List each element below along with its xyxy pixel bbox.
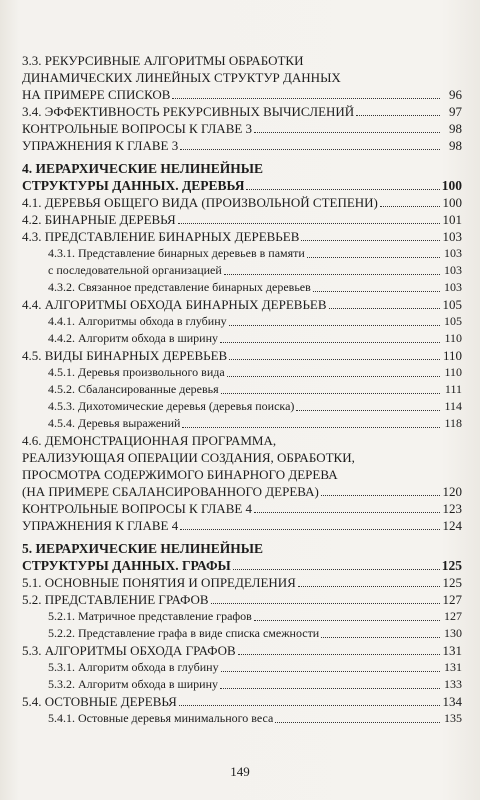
- toc-page-number: 127: [444, 609, 462, 623]
- toc-entry-title: 4.5.2. Сбалансированные деревья: [48, 382, 219, 396]
- toc-page-number: 103: [444, 263, 462, 277]
- toc-entry-title: 4.2. БИНАРНЫЕ ДЕРЕВЬЯ: [22, 212, 176, 227]
- dot-leader: [307, 257, 440, 258]
- toc-entry-title: 5.2. ПРЕДСТАВЛЕНИЕ ГРАФОВ: [22, 592, 209, 607]
- toc-entry: [22, 574, 462, 591]
- dot-leader: [229, 325, 440, 326]
- dot-leader: [227, 376, 440, 377]
- dot-leader: [220, 342, 440, 343]
- chapter-5-heading-last: [22, 557, 462, 574]
- toc-entry-title: КОНТРОЛЬНЫЕ ВОПРОСЫ К ГЛАВЕ 4: [22, 501, 253, 516]
- toc-entry: [22, 330, 462, 347]
- toc-page-number: 135: [444, 711, 462, 725]
- toc-entry-title: 4.4.2. Алгоритм обхода в ширину: [48, 331, 218, 345]
- toc-page-number: 125: [442, 575, 462, 590]
- dot-leader: [211, 603, 440, 604]
- toc-entry-title: 4.3. ПРЕДСТАВЛЕНИЕ БИНАРНЫХ ДЕРЕВЬЕВ: [22, 229, 300, 244]
- dot-leader: [224, 274, 440, 275]
- dot-leader: [182, 427, 440, 428]
- chapter-heading-line: СТРУКТУРЫ ДАННЫХ. ГРАФЫ: [22, 558, 231, 573]
- toc-entry-4-6-last: [22, 483, 462, 500]
- chapter-5-entries: [22, 574, 462, 727]
- toc-page-number: 131: [442, 643, 462, 658]
- toc-entry: [22, 296, 462, 313]
- dot-leader: [229, 359, 440, 360]
- dot-leader: [220, 688, 440, 689]
- toc-page-number: 110: [444, 331, 462, 345]
- toc-page-number: 110: [442, 348, 462, 363]
- toc-entry: [22, 347, 462, 364]
- toc-page-number: 101: [442, 212, 462, 227]
- toc-entry: [22, 381, 462, 398]
- toc-entry-title: 4.5. ВИДЫ БИНАРНЫХ ДЕРЕВЬЕВ: [22, 348, 228, 363]
- chapter-heading-line: 4. ИЕРАРХИЧЕСКИЕ НЕЛИНЕЙНЫЕ: [22, 161, 264, 176]
- toc-page-number: 123: [442, 501, 462, 516]
- toc-page-number: 103: [444, 246, 462, 260]
- table-of-contents: [22, 52, 462, 727]
- dot-leader: [172, 98, 440, 99]
- dot-leader: [356, 115, 440, 116]
- chapter-4-heading: [22, 160, 462, 177]
- toc-page-number: 114: [444, 399, 462, 413]
- chapter-heading-line: 5. ИЕРАРХИЧЕСКИЕ НЕЛИНЕЙНЫЕ: [22, 541, 264, 556]
- toc-entry-title: 5.4.1. Остовные деревья минимального веса: [48, 711, 274, 725]
- toc-entry-title: 4.5.1. Деревья произвольного вида: [48, 365, 225, 379]
- toc-page-number: 96: [449, 87, 462, 102]
- toc-page-number: 100: [442, 195, 462, 210]
- toc-page-number: 125: [441, 558, 462, 573]
- toc-page-number: 131: [444, 660, 462, 674]
- toc-entry-title: 5.3.1. Алгоритм обхода в глубину: [48, 660, 219, 674]
- dot-leader: [321, 495, 440, 496]
- dot-leader: [254, 132, 440, 133]
- toc-entry: [22, 245, 462, 262]
- toc-entry: [22, 710, 462, 727]
- toc-entry-exercises-3: [22, 137, 462, 154]
- dot-leader: [221, 671, 440, 672]
- dot-leader: [254, 512, 440, 513]
- toc-page-number: 103: [442, 229, 462, 244]
- toc-page-number: 97: [449, 104, 462, 119]
- toc-entry-title: 4.5.3. Дихотомические деревья (деревья поиска): [48, 399, 295, 413]
- toc-entry-questions-3: [22, 120, 462, 137]
- toc-entry-title: с последовательной организацией: [48, 263, 222, 277]
- dot-leader: [275, 722, 440, 723]
- toc-entry-3-4: [22, 103, 462, 120]
- toc-entry: [22, 676, 462, 693]
- toc-entry-title: УПРАЖНЕНИЯ К ГЛАВЕ 4: [22, 518, 179, 533]
- toc-page-number: 105: [442, 297, 462, 312]
- toc-entry-title: 5.3.2. Алгоритм обхода в ширину: [48, 677, 218, 691]
- dot-leader: [178, 223, 440, 224]
- dot-leader: [380, 206, 440, 207]
- toc-entry-title: 4.5.4. Деревья выражений: [48, 416, 181, 430]
- dot-leader: [321, 637, 440, 638]
- toc-entry-title: НА ПРИМЕРЕ СПИСКОВ: [22, 87, 171, 102]
- toc-entry-line: ДИНАМИЧЕСКИХ ЛИНЕЙНЫХ СТРУКТУР ДАННЫХ: [22, 70, 341, 85]
- dot-leader: [238, 654, 440, 655]
- toc-entry: [22, 228, 462, 245]
- toc-entry-title: 4.3.1. Представление бинарных деревьев в памяти: [48, 246, 305, 260]
- toc-entry-title: 4.4. АЛГОРИТМЫ ОБХОДА БИНАРНЫХ ДЕРЕВЬЕВ: [22, 297, 327, 312]
- toc-entry-title: 5.2.2. Представление графа в виде списка смежности: [48, 626, 320, 640]
- toc-entry-exercises-4: [22, 517, 462, 534]
- toc-entry: [22, 279, 462, 296]
- toc-entry-title: 4.3.2. Связанное представление бинарных деревьев: [48, 280, 311, 294]
- dot-leader: [246, 189, 439, 190]
- toc-entry: [22, 262, 462, 279]
- toc-page-number: 111: [444, 382, 462, 396]
- toc-page-number: 120: [442, 484, 462, 499]
- toc-entry: [22, 415, 462, 432]
- toc-entry: [22, 608, 462, 625]
- toc-entry-title: 4.4.1. Алгоритмы обхода в глубину: [48, 314, 227, 328]
- toc-page-number: 110: [444, 365, 462, 379]
- chapter-5-heading: [22, 540, 462, 557]
- dot-leader: [313, 291, 440, 292]
- toc-entry-3-3: [22, 52, 462, 86]
- toc-page-number: 105: [444, 314, 462, 328]
- toc-page-number: 100: [441, 178, 462, 193]
- toc-entry: [22, 313, 462, 330]
- toc-entry: [22, 211, 462, 228]
- toc-entry: [22, 659, 462, 676]
- dot-leader: [298, 586, 440, 587]
- dot-leader: [180, 149, 440, 150]
- dot-leader: [233, 569, 440, 570]
- toc-entry: [22, 398, 462, 415]
- toc-page-number: 103: [444, 280, 462, 294]
- toc-page-number: 134: [442, 694, 462, 709]
- toc-entry-title: КОНТРОЛЬНЫЕ ВОПРОСЫ К ГЛАВЕ 3: [22, 121, 253, 136]
- toc-entry-4-6: [22, 432, 462, 483]
- toc-entry-title: (НА ПРИМЕРЕ СБАЛАНСИРОВАННОГО ДЕРЕВА): [22, 484, 319, 499]
- toc-entry-title: 5.2.1. Матричное представление графов: [48, 609, 252, 623]
- chapter-4-entries: [22, 194, 462, 432]
- toc-page-number: 124: [442, 518, 462, 533]
- dot-leader: [329, 308, 440, 309]
- dot-leader: [301, 240, 440, 241]
- toc-page-number: 118: [444, 416, 462, 430]
- toc-entry: [22, 591, 462, 608]
- toc-entry: [22, 693, 462, 710]
- dot-leader: [180, 529, 440, 530]
- toc-entry: [22, 194, 462, 211]
- toc-entry-line: 4.6. ДЕМОНСТРАЦИОННАЯ ПРОГРАММА,: [22, 433, 277, 448]
- toc-page-number: 98: [449, 121, 462, 136]
- toc-entry: [22, 625, 462, 642]
- toc-page-number: 98: [449, 138, 462, 153]
- chapter-heading-line: СТРУКТУРЫ ДАННЫХ. ДЕРЕВЬЯ: [22, 178, 245, 193]
- toc-entry-3-3-last: [22, 86, 462, 103]
- toc-page-number: 130: [444, 626, 462, 640]
- toc-page-number: 127: [442, 592, 462, 607]
- toc-entry: [22, 364, 462, 381]
- toc-entry-title: УПРАЖНЕНИЯ К ГЛАВЕ 3: [22, 138, 179, 153]
- chapter-4-heading-last: [22, 177, 462, 194]
- toc-entry-title: 5.3. АЛГОРИТМЫ ОБХОДА ГРАФОВ: [22, 643, 236, 658]
- toc-entry: [22, 642, 462, 659]
- toc-entry-title: 5.1. ОСНОВНЫЕ ПОНЯТИЯ И ОПРЕДЕЛЕНИЯ: [22, 575, 296, 590]
- toc-entry-title: 4.1. ДЕРЕВЬЯ ОБЩЕГО ВИДА (ПРОИЗВОЛЬНОЙ СТЕПЕНИ): [22, 195, 378, 210]
- toc-entry-line: 3.3. РЕКУРСИВНЫЕ АЛГОРИТМЫ ОБРАБОТКИ: [22, 53, 304, 68]
- toc-entry-questions-4: [22, 500, 462, 517]
- dot-leader: [296, 410, 440, 411]
- toc-entry-line: ПРОСМОТРА СОДЕРЖИМОГО БИНАРНОГО ДЕРЕВА: [22, 467, 338, 482]
- dot-leader: [179, 705, 440, 706]
- dot-leader: [221, 393, 440, 394]
- toc-entry-title: 5.4. ОСТОВНЫЕ ДЕРЕВЬЯ: [22, 694, 177, 709]
- toc-page-number: 133: [444, 677, 462, 691]
- toc-entry-line: РЕАЛИЗУЮЩАЯ ОПЕРАЦИИ СОЗДАНИЯ, ОБРАБОТКИ,: [22, 450, 355, 465]
- dot-leader: [254, 620, 440, 621]
- page-number: 149: [230, 764, 250, 779]
- toc-entry-title: 3.4. ЭФФЕКТИВНОСТЬ РЕКУРСИВНЫХ ВЫЧИСЛЕНИЙ: [22, 104, 355, 119]
